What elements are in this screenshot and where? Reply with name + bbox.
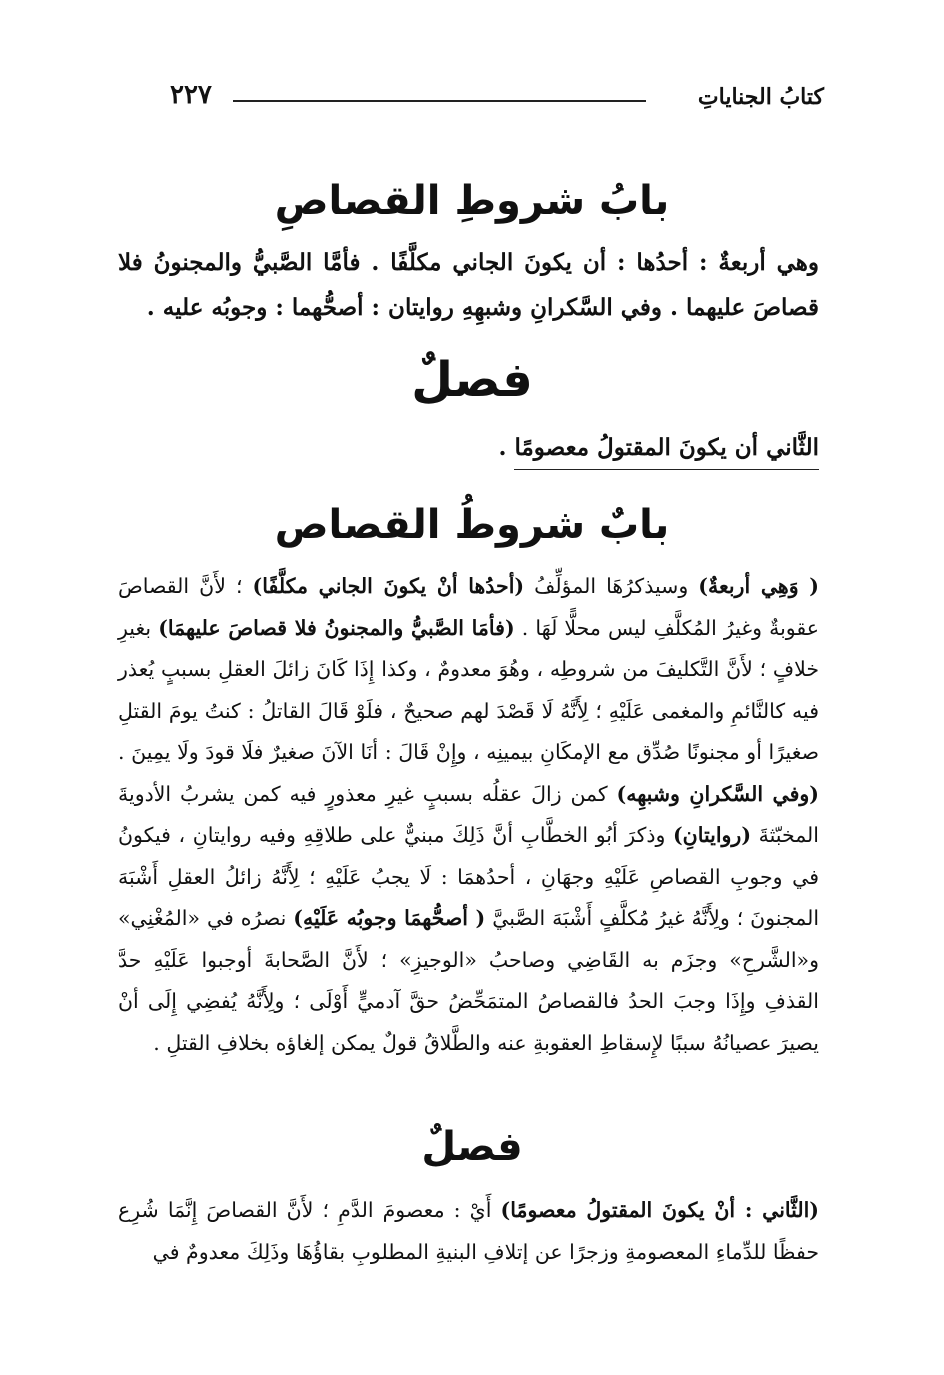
fasl-heading-2: فصلٌ <box>421 1124 523 1170</box>
matn-quote: ( وَهِي أربعةٌ) <box>698 574 819 598</box>
commentary-text: ؛ لأَنَّ القصاصَ عقوبةٌ وغيرُ المُكلَّفِ ليس محلًّا لَهَا . <box>118 574 820 640</box>
commentary-paragraph-2 <box>118 1190 819 1273</box>
page-number: ٢٢٧ <box>170 80 212 110</box>
matn-quote: (روايتانِ) <box>672 823 752 847</box>
matn-paragraph-2: الثَّاني أن يكونَ المقتولُ معصومًا . <box>498 434 819 461</box>
commentary-text: أَيْ : معصومَ الدَّمِ ؛ لأَنَّ القصاصَ إِنَّمَا شُرِع حفظًا للدِّماءِ المعصومةِ وزجرًا عن إتلافِ البنيةِ المطلوبِ بقاؤُهَا وذَلِكَ معدومٌ في <box>118 1198 819 1264</box>
commentary-text: بغيرِ خلافٍ ؛ لأَنَّ التَّكليفَ من شروطِه ، وهُوَ معدومٌ ، وكذا إِذَا كَانَ زائلَ العقلِ بسببٍ يُعذر فيه كالنَّائمِ والمغمى عَلَيْهِ ؛ لِأَنَّهُ لَا قَصْدَ لهم صحيحٌ ، فلَوْ قَالَ القاتلُ : كنتُ يومَ القتلِ صغيرًا أو مجنونًا صُدِّق مع الإمكَانِ بيمينِه ، وإِنْ قَالَ : أنَا الآنَ صغيرٌ فلَا قودَ ولَا يمِينَ . <box>118 615 819 764</box>
commentary-text: نصرُه في «المُغْنِي» و«الشَّرحِ» وجزَم به القَاضِي وصاحبُ «الوجيزِ» ؛ لأَنَّ الصَّحابةَ أوجبوا عَلَيْهِ حدَّ القذفِ وإِذَا وجبَ الحدُ فالقصاصُ المتمَحِّضُ حقَّ آدميٍّ أَوْلَى ؛ ولِأَنَّهُ يُفضِي إِلَى أنْ يصيرَ عصيانُهُ سببًا لإِسقاطِ العقوبةِ عنه والطَّلاقُ قولٌ يمكن إلغاؤه بخلافِ القتلِ . <box>118 906 819 1055</box>
matn-quote: (أحدُها أنْ يكونَ الجاني مكلَّفًا) <box>252 574 525 598</box>
matn-paragraph-1: وهي أربعةٌ : أحدُها : أن يكونَ الجاني مكلَّفًا . فأمَّا الصَّبيُّ والمجنونُ فلا قصاصَ عليهما . وفي السَّكرانِ وشبهِهِ روايتان : أصحُّهما : وجوبُه عليه . <box>118 249 819 321</box>
commentary-section-title: بابٌ شروطُ القصاص <box>274 502 670 548</box>
matn-quote: (فأمَا الصَّبيُّ والمجنونُ فلا قصاصَ عليهمَا) <box>158 615 515 640</box>
matn-separator-rule <box>514 469 819 470</box>
matn-quote: (وفي السَّكرانِ وشبهِه) <box>616 781 819 806</box>
commentary-paragraph-1 <box>118 566 819 1064</box>
commentary-text: كمن زالَ عقلُه بسببٍ غيرِ معذورٍ فيه كمن يشربُ الأدويةَ المخبّثةَ <box>118 781 819 847</box>
matn-quote: ( أصحُّهمَا وجوبُه عَلَيْهِ) <box>293 906 486 930</box>
page-header <box>170 78 824 118</box>
fasl-heading-1: فصلٌ <box>411 352 533 408</box>
running-title: كتابُ الجناياتِ <box>697 84 824 110</box>
commentary-text: وذكرَ أبُو الخطَّابِ أنَّ ذَلِكَ مبنيٌّ على طلاقِهِ وفيه روايتانِ ، فيكونُ في وجوبِ القصاصِ عَلَيْهِ وجهَانِ ، أحدُهمَا : لَا يجبُ عَلَيْهِ ؛ لِأَنَّهُ زائلُ العقلِ أَشْبَهَ المجنونَ ؛ ولِأَنَّهُ غيرُ مُكلَّفٍ أَشْبَهَ الصَّبيَّ <box>118 823 820 930</box>
section-title-shurut: بابُ شروطِ القصاصِ <box>274 178 670 224</box>
commentary-text: وسيذكرُهَا المؤلِّفُ <box>524 574 699 598</box>
matn-quote: (الثَّاني : أنْ يكونَ المقتولُ معصومًا) <box>500 1198 819 1222</box>
header-rule <box>233 100 646 102</box>
